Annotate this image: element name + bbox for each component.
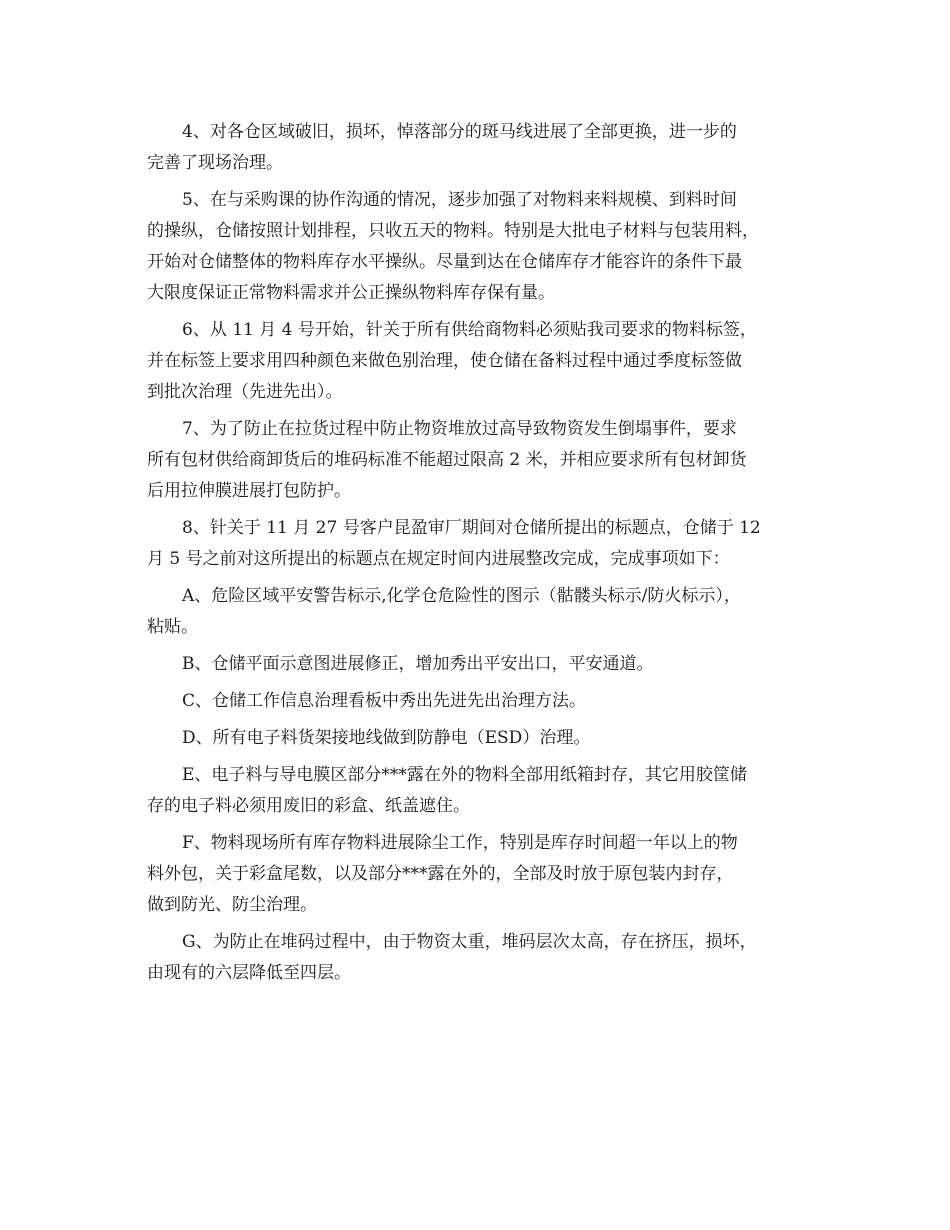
- document-body: [147, 117, 807, 995]
- text-line: E、电子料与导电膜区部分***露在外的物料全部用纸箱封存，其它用胶筐储: [182, 765, 747, 785]
- text-line: 8、针关于 11 月 27 号客户昆盈审厂期间对仓储所提出的标题点，仓储于 12: [182, 518, 761, 538]
- paragraph: [147, 315, 807, 408]
- paragraph: [147, 581, 807, 643]
- text-line: G、为防止在堆码过程中，由于物资太重，堆码层次太高，存在挤压，损坏，: [182, 932, 757, 952]
- text-line: 大限度保证正常物料需求并公正操纵物料库存保有量。: [147, 283, 555, 303]
- paragraph: [147, 117, 807, 179]
- text-line: 月 5 号之前对这所提出的标题点在规定时间内进展整改完成，完成事项如下：: [147, 549, 730, 569]
- text-line: 并在标签上要求用四种颜色来做色别治理，使仓储在备料过程中通过季度标签做: [147, 351, 742, 371]
- text-line: 4、对各仓区域破旧，损坏，悼落部分的斑马线进展了全部更换，进一步的: [182, 122, 737, 142]
- text-line: 粘贴。: [147, 617, 198, 637]
- text-line: 开始对仓储整体的物料库存水平操纵。尽量到达在仓储库存才能容许的条件下最: [147, 252, 742, 272]
- text-line: A、危险区域平安警告标示,化学仓危险性的图示（骷髅头标示/防火标示），: [182, 586, 741, 606]
- paragraph: [147, 723, 807, 754]
- text-line: 料外包，关于彩盒尾数，以及部分***露在外的，全部及时放于原包装内封存，: [147, 864, 734, 884]
- paragraph: [147, 414, 807, 507]
- text-line: 完善了现场治理。: [147, 153, 283, 173]
- text-line: 的操纵，仓储按照计划排程，只收五天的物料。特别是大批电子材料与包装用料，: [147, 221, 759, 241]
- text-line: 由现有的六层降低至四层。: [147, 963, 351, 983]
- paragraph: [147, 513, 807, 575]
- paragraph: [147, 686, 807, 717]
- text-line: C、仓储工作信息治理看板中秀出先进先出治理方法。: [182, 691, 587, 711]
- paragraph: [147, 649, 807, 680]
- text-line: B、仓储平面示意图进展修正，增加秀出平安出口，平安通道。: [182, 654, 654, 674]
- paragraph: [147, 185, 807, 309]
- text-line: 6、从 11 月 4 号开始，针关于所有供给商物料必须贴我司要求的物料标签，: [182, 320, 757, 340]
- text-line: 后用拉伸膜进展打包防护。: [147, 481, 351, 501]
- paragraph: [147, 927, 807, 989]
- paragraph: [147, 760, 807, 822]
- text-line: 所有包材供给商卸货后的堆码标准不能超过限高 2 米，并相应要求所有包材卸货: [147, 450, 747, 470]
- text-line: F、物料现场所有库存物料进展除尘工作，特别是库存时间超一年以上的物: [182, 833, 738, 853]
- text-line: 5、在与采购课的协作沟通的情况，逐步加强了对物料来料规模、到料时间: [182, 190, 737, 210]
- paragraph: [147, 828, 807, 921]
- text-line: 做到防光、防尘治理。: [147, 895, 317, 915]
- text-line: 存的电子料必须用废旧的彩盒、纸盖遮住。: [147, 796, 470, 816]
- text-line: D、所有电子料货架接地线做到防静电（ESD）治理。: [182, 728, 591, 748]
- text-line: 7、为了防止在拉货过程中防止物资堆放过高导致物资发生倒塌事件，要求: [182, 419, 737, 439]
- text-line: 到批次治理（先进先出）。: [147, 382, 343, 402]
